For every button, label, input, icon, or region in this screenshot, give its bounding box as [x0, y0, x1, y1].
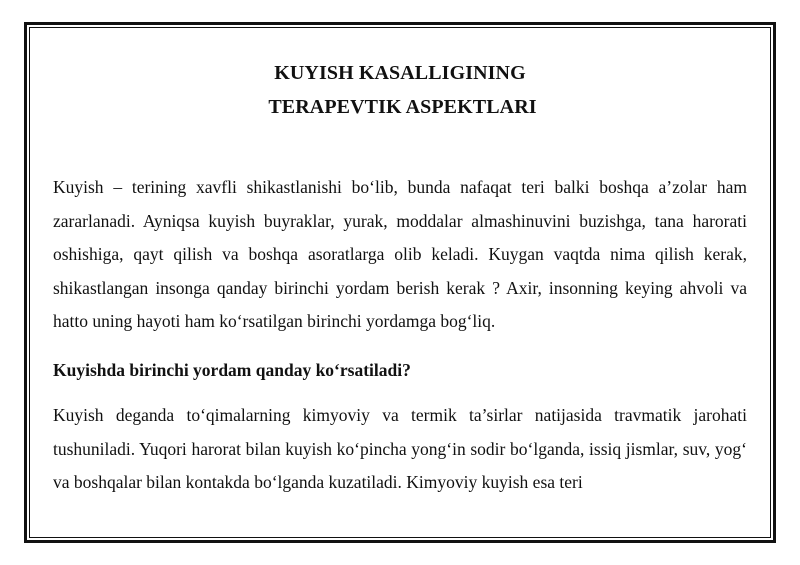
section-paragraph: Kuyish deganda to‘qimalarning kimyoviy va termik ta’sirlar natijasida travmatik jarohati tushuniladi. Yuqori harorat bilan kuyish ko‘pincha yong‘in sodir bo‘lganda, issiq jismlar, suv, yog‘ va boshqalar bilan kontakda bo‘lganda kuzatiladi. Kimyoviy kuyish esa teri	[53, 404, 747, 493]
intro-paragraph: Kuyish – terining xavfli shikastlanishi bo‘lib, bunda nafaqat teri balki boshqa a’zolar ham zararlanadi. Ayniqsa kuyish buyraklar, yurak, moddalar almashinuvini buzishga, tana harorati oshishiga, qayt qilish va boshqa asoratlarga olib keladi. Kuygan vaqtda nima qilish kerak, shikastlangan insonga qanday birinchi yordam berish kerak ? Axir, insonning keying ahvoli va hatto uning hayoti ham ko‘rsatilgan birinchi yordamga bog‘liq.	[53, 177, 747, 332]
title-line-2: TERAPEVTIK ASPEKTLARI	[268, 96, 537, 118]
document-title	[53, 56, 747, 124]
title-line-1: KUYISH KASALLIGINING	[274, 62, 526, 84]
section-heading: Kuyishda birinchi yordam qanday ko‘rsatiladi?	[53, 359, 411, 380]
document-body	[53, 56, 747, 500]
